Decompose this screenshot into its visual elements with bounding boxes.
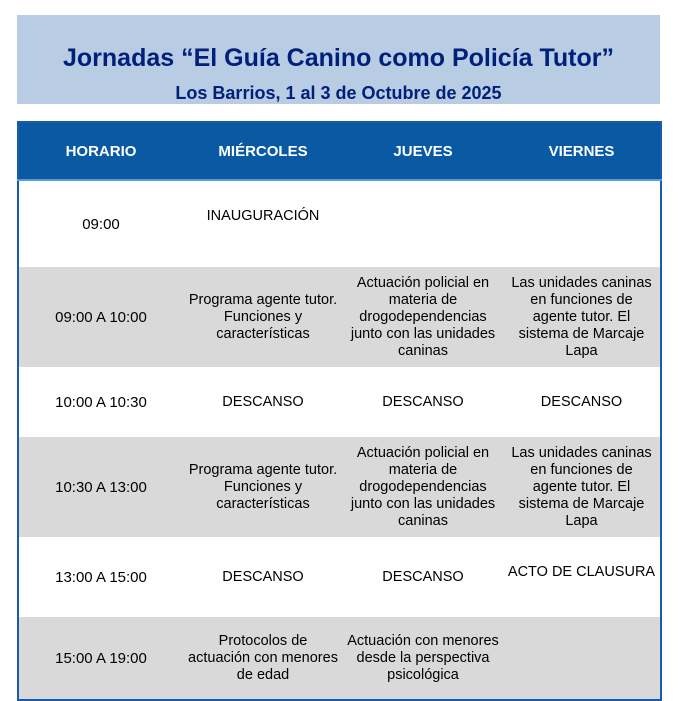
schedule-header-row (18, 122, 661, 180)
time-cell: 10:00 A 10:30 (18, 367, 183, 437)
friday-cell (503, 180, 661, 267)
time-cell: 09:00 (18, 180, 183, 267)
schedule-table (17, 121, 662, 701)
wednesday-cell: INAUGURACIÓN (183, 180, 343, 267)
time-cell: 13:00 A 15:00 (18, 537, 183, 617)
wednesday-cell: Protocolos de actuación con menores de edad (183, 617, 343, 700)
column-header-viernes: VIERNES (503, 122, 661, 180)
wednesday-cell: DESCANSO (183, 537, 343, 617)
time-cell: 15:00 A 19:00 (18, 617, 183, 700)
friday-cell: Las unidades caninas en funciones de agente tutor. El sistema de Marcaje Lapa (503, 267, 661, 367)
friday-cell: ACTO DE CLAUSURA (503, 537, 661, 617)
wednesday-cell: Programa agente tutor. Funciones y características (183, 267, 343, 367)
time-cell: 09:00 A 10:00 (18, 267, 183, 367)
table-row (18, 437, 661, 537)
column-header-horario: HORARIO (18, 122, 183, 180)
table-row (18, 367, 661, 437)
thursday-cell: DESCANSO (343, 537, 503, 617)
thursday-cell: Actuación policial en materia de drogodependencias junto con las unidades caninas (343, 267, 503, 367)
event-subtitle: Los Barrios, 1 al 3 de Octubre de 2025 (175, 83, 502, 103)
column-header-jueves: JUEVES (343, 122, 503, 180)
thursday-cell: Actuación policial en materia de drogodependencias junto con las unidades caninas (343, 437, 503, 537)
thursday-cell: Actuación con menores desde la perspectiva psicológica (343, 617, 503, 700)
table-row (18, 617, 661, 700)
friday-cell: Las unidades caninas en funciones de agente tutor. El sistema de Marcaje Lapa (503, 437, 661, 537)
table-row (18, 180, 661, 267)
event-title: Jornadas “El Guía Canino como Policía Tutor” (62, 44, 614, 72)
column-header-miercoles: MIÉRCOLES (183, 122, 343, 180)
event-header (17, 15, 660, 104)
wednesday-cell: Programa agente tutor. Funciones y características (183, 437, 343, 537)
friday-cell (503, 617, 661, 700)
thursday-cell (343, 180, 503, 267)
table-row (18, 537, 661, 617)
friday-cell: DESCANSO (503, 367, 661, 437)
wednesday-cell: DESCANSO (183, 367, 343, 437)
time-cell: 10:30 A 13:00 (18, 437, 183, 537)
table-row (18, 267, 661, 367)
thursday-cell: DESCANSO (343, 367, 503, 437)
